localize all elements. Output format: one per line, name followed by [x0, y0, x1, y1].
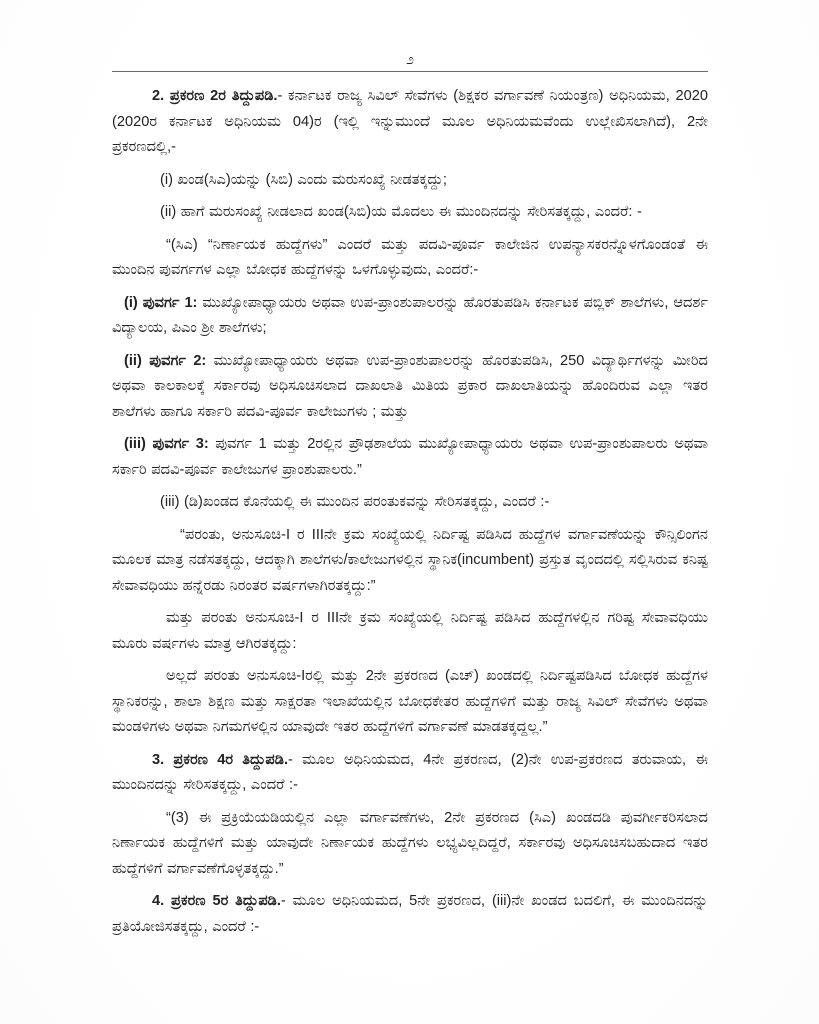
paragraph-label-section-3: 3. ಪ್ರಕರಣ 4ರ ತಿದ್ದುಪಡಿ. — [152, 751, 289, 768]
paragraph-text-proviso-1: “ಪರಂತು, ಅನುಸೂಚಿ-I ರ IIIನೇ ಕ್ರಮ ಸಂಖ್ಯೆಯಲ್ಲಿ ನಿರ್ದಿಷ್ಟ ಪಡಿಸಿದ ಹುದ್ದೆಗಳ ವರ್ಗಾವಣೆಯನ್ನು ಕೌನ್ಸಿಲಿಂಗನ ಮೂಲಕ ಮಾತ್ರ ನಡೆಸತಕ್ಕದ್ದು, ಆದಕ್ಕಾಗಿ ಶಾಲೆಗಳು/ಕಾಲೇಜುಗಳಲ್ಲಿನ ಸ್ಥಾನಿಕ(incumbent) ಪ್ರಸ್ತುತ ವೃಂದದಲ್ಲಿ ಸಲ್ಲಿಸಿರುವ ಕನಿಷ್ಟ ಸೇವಾವಧಿಯು ಹನ್ನೆರಡು ನಿರಂತರ ವರ್ಷಗಳಾಗಿರತಕ್ಕದ್ದು:” — [112, 526, 708, 594]
paragraph-category-1 — [112, 291, 708, 342]
paragraph-sub-3 — [112, 806, 708, 883]
paragraph-text-sub-3: “(3) ಈ ಪ್ರಕ್ರಿಯೆಯಡಿಯಲ್ಲಿನ ಎಲ್ಲಾ ವರ್ಗಾವಣೆಗಳು, 2ನೇ ಪ್ರಕರಣದ (ಸಿಎ) ಖಂಡದಡಿ ಪುವರ್ಗೀಕರಿಸಲಾದ ನಿರ್ಣಾಯಕ ಹುದ್ದೆಗಳಿಗೆ ಮತ್ತು ಯಾವುದೇ ನಿರ್ಣಾಯಕ ಹುದ್ದೆಗಳು ಲಭ್ಯವಿಲ್ಲದಿದ್ದರೆ, ಸರ್ಕಾರವು ಅಧಿಸೂಚಿಸಬಹುದಾದ ಇತರ ಹುದ್ದೆಗಳಿಗೆ ವರ್ಗಾವಣೆಗೊಳ್ಳತಕ್ಕದ್ದು.” — [112, 809, 708, 877]
paragraph-clause-i — [112, 168, 708, 194]
page-content — [112, 52, 708, 940]
paragraph-proviso-2 — [112, 606, 708, 657]
paragraph-category-2 — [112, 349, 708, 426]
header-divider-rule — [112, 71, 708, 72]
paragraph-proviso-1 — [112, 523, 708, 600]
paragraph-text-quote-ca: “(ಸಿಎ) “ನಿರ್ಣಾಯಕ ಹುದ್ದೆಗಳು” ಎಂದರೆ ಮತ್ತು ಪದವಿ-ಪೂರ್ವ ಕಾಲೇಜಿನ ಉಪನ್ಯಾಸಕರನ್ನೊಳಗೊಂಡಂತೆ ಈ ಮುಂದಿನ ಪುವರ್ಗಗಳ ಎಲ್ಲಾ ಬೋಧಕ ಹುದ್ದೆಗಳನ್ನು ಒಳಗೊಳ್ಳುವುದು, ಎಂದರೆ:- — [112, 236, 708, 279]
paragraph-label-category-2: (ii) ಪುವರ್ಗ 2: — [124, 352, 207, 369]
paragraph-label-section-2: 2. ಪ್ರಕರಣ 2ರ ತಿದ್ದುಪಡಿ. — [152, 88, 278, 105]
paragraph-text-clause-iii: (iii) (ಡಿ)ಖಂಡದ ಕೊನೆಯಲ್ಲಿ ಈ ಮುಂದಿನ ಪರಂತುಕವನ್ನು ಸೇರಿಸತಕ್ಕದ್ದು, ಎಂದರೆ :- — [160, 494, 550, 511]
paragraph-text-category-2: ಮುಖ್ಯೋಪಾಧ್ಯಾಯರು ಅಥವಾ ಉಪ-ಪ್ರಾಂಶುಪಾಲರನ್ನು ಹೊರತುಪಡಿಸಿ, 250 ವಿದ್ಯಾರ್ಥಿಗಳನ್ನು ಮೀರಿದ ಅಥವಾ ಕಾಲಕಾಲಕ್ಕೆ ಸರ್ಕಾರವು ಅಧಿಸೂಚಿಸಲಾದ ದಾಖಲಾತಿ ಮಿತಿಯ ಪ್ರಕಾರ ದಾಖಲಾತಿಯನ್ನು ಹೊಂದಿರುವ ಎಲ್ಲಾ ಇತರ ಶಾಲೆಗಳು ಹಾಗೂ ಸರ್ಕಾರಿ ಪದವಿ-ಪೂರ್ವ ಕಾಲೇಜುಗಳು ; ಮತ್ತು — [112, 352, 708, 420]
paragraph-text-category-1: ಮುಖ್ಯೋಪಾಧ್ಯಾಯರು ಅಥವಾ ಉಪ-ಪ್ರಾಂಶುಪಾಲರನ್ನು ಹೊರತುಪಡಿಸಿ ಕರ್ನಾಟಕ ಪಬ್ಲಿಕ್ ಶಾಲೆಗಳು, ಆದರ್ಶ ವಿದ್ಯಾಲಯ, ಪಿಎಂ ಶ್ರೀ ಶಾಲೆಗಳು; — [112, 294, 708, 337]
paragraph-category-3 — [112, 432, 708, 483]
paragraph-text-proviso-2: ಮತ್ತು ಪರಂತು ಅನುಸೂಚಿ-I ರ IIIನೇ ಕ್ರಮ ಸಂಖ್ಯೆಯಲ್ಲಿ ನಿರ್ದಿಷ್ಟ ಪಡಿಸಿದ ಹುದ್ದೆಗಳಲ್ಲಿನ ಗರಿಷ್ಟ ಸೇವಾವಧಿಯು ಮೂರು ವರ್ಷಗಳು ಮಾತ್ರ ಆಗಿರತಕ್ಕದ್ದು: — [112, 610, 708, 652]
paragraph-label-category-1: (i) ಪುವರ್ಗ 1: — [124, 294, 198, 311]
paragraph-text-category-3: ಪುವರ್ಗ 1 ಮತ್ತು 2ರಲ್ಲಿನ ಪ್ರೌಢಶಾಲೆಯ ಮುಖ್ಯೋಪಾಧ್ಯಾಯರು ಅಥವಾ ಉಪ-ಪ್ರಾಂಶುಪಾಲರು ಅಥವಾ ಸರ್ಕಾರಿ ಪದವಿ-ಪೂರ್ವ ಕಾಲೇಜುಗಳ ಪ್ರಾಂಶುಪಾಲರು.” — [112, 436, 708, 478]
paragraph-proviso-3 — [112, 664, 708, 741]
paragraph-section-3 — [112, 748, 708, 799]
paragraph-text-section-2: - ಕರ್ನಾಟಕ ರಾಜ್ಯ ಸಿವಿಲ್ ಸೇವೆಗಳು (ಶಿಕ್ಷಕರ ವರ್ಗಾವಣೆ ನಿಯಂತ್ರಣ) ಅಧಿನಿಯಮ, 2020 (2020ರ ಕರ್ನಾಟಕ ಅಧಿನಿಯಮ 04)ರ (ಇಲ್ಲಿ ಇನ್ನುಮುಂದೆ ಮೂಲ ಅಧಿನಿಯಮವೆಂದು ಉಲ್ಲೇಖಿಸಲಾಗಿದೆ), 2ನೇ ಪ್ರಕರಣದಲ್ಲಿ,- — [112, 88, 708, 156]
paragraph-text-section-3: - ಮೂಲ ಅಧಿನಿಯಮದ, 4ನೇ ಪ್ರಕರಣದ, (2)ನೇ ಉಪ-ಪ್ರಕರಣದ ತರುವಾಯ, ಈ ಮುಂದಿನದನ್ನು ಸೇರಿಸತಕ್ಕದ್ದು, ಎಂದರೆ :- — [112, 751, 708, 794]
paragraph-label-section-4: 4. ಪ್ರಕರಣ 5ರ ತಿದ್ದುಪಡಿ. — [152, 893, 281, 910]
paragraph-text-clause-ii: (ii) ಹಾಗೆ ಮರುಸಂಖ್ಯೆ ನೀಡಲಾದ ಖಂಡ(ಸಿಬಿ)ಯ ಮೊದಲು ಈ ಮುಂದಿನದನ್ನು ಸೇರಿಸತಕ್ಕದ್ದು, ಎಂದರೆ: - — [160, 204, 642, 221]
document-body — [112, 84, 708, 940]
paragraph-text-clause-i: (i) ಖಂಡ(ಸಿಎ)ಯನ್ನು (ಸಿಬಿ) ಎಂದು ಮರುಸಂಖ್ಯೆ ನೀಡತಕ್ಕದ್ದು; — [160, 171, 447, 188]
paragraph-clause-ii — [112, 200, 708, 226]
page-number: ೨ — [406, 51, 414, 67]
paragraph-text-section-4: - ಮೂಲ ಅಧಿನಿಯಮದ, 5ನೇ ಪ್ರಕರಣದ, (iii)ನೇ ಖಂಡದ ಬದಲಿಗೆ, ಈ ಮುಂದಿನದನ್ನು ಪ್ರತಿಯೋಜಿಸತಕ್ಕದ್ದು, ಎಂದರೆ :- — [112, 893, 708, 935]
paragraph-text-proviso-3: ಅಲ್ಲದೆ ಪರಂತು ಅನುಸೂಚಿ-Iರಲ್ಲಿ ಮತ್ತು 2ನೇ ಪ್ರಕರಣದ (ಎಚ್) ಖಂಡದಲ್ಲಿ ನಿರ್ದಿಷ್ಟಪಡಿಸಿದ ಬೋಧಕ ಹುದ್ದೆಗಳ ಸ್ಥಾನಿಕರನ್ನು, ಶಾಲಾ ಶಿಕ್ಷಣ ಮತ್ತು ಸಾಕ್ಷರತಾ ಇಲಾಖೆಯಲ್ಲಿನ ಬೋಧಕೇತರ ಹುದ್ದೆಗಳಿಗೆ ಮತ್ತು ರಾಜ್ಯ ಸಿವಿಲ್ ಸೇವೆಗಳು ಅಥವಾ ಮಂಡಳಿಗಳು ಅಥವಾ ನಿಗಮಗಳಲ್ಲಿನ ಯಾವುದೇ ಇತರ ಹುದ್ದೆಗಳಿಗೆ ವರ್ಗಾವಣೆ ಮಾಡತಕ್ಕದ್ದಲ್ಲ.” — [112, 668, 708, 736]
paragraph-clause-iii — [112, 490, 708, 516]
paragraph-label-category-3: (iii) ಪುವರ್ಗ 3: — [124, 436, 209, 453]
paragraph-quote-ca — [112, 233, 708, 284]
paragraph-section-2 — [112, 84, 708, 161]
paragraph-section-4 — [112, 889, 708, 940]
